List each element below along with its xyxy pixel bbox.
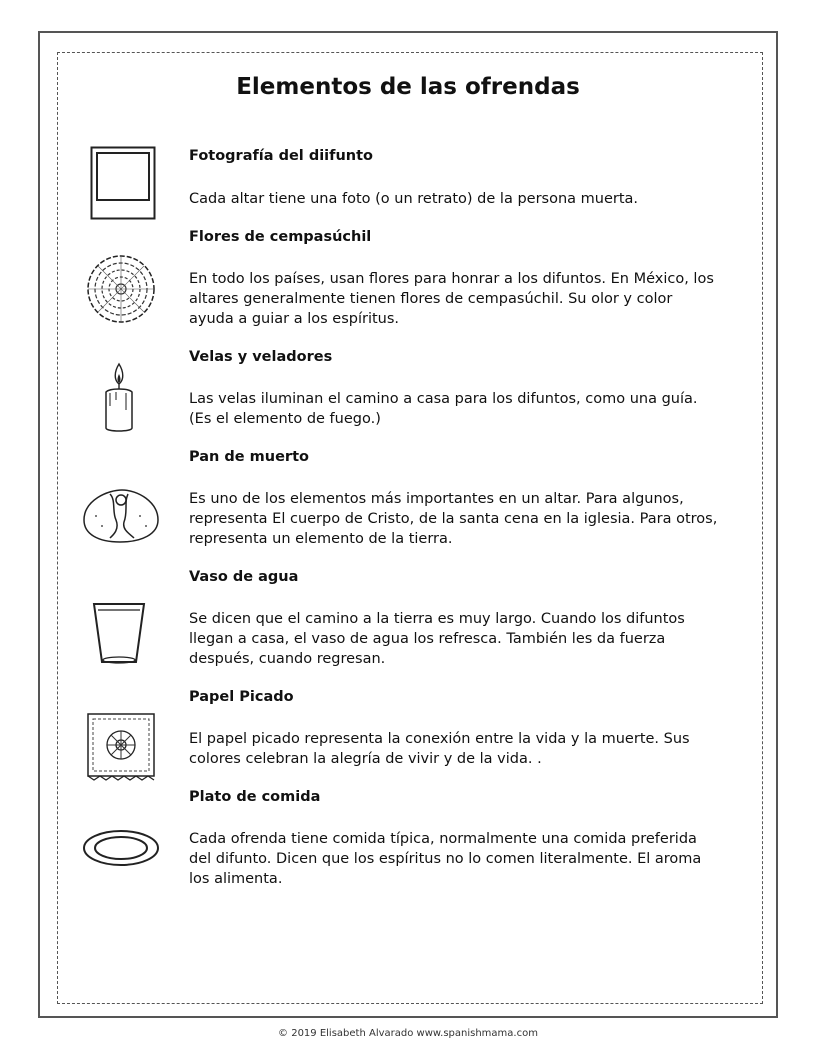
- candle-icon: [102, 362, 136, 438]
- item-heading-vaso: Vaso de agua: [189, 569, 299, 585]
- item-heading-velas: Velas y veladores: [189, 349, 333, 365]
- item-body-plato: Cada ofrenda tiene comida típica, normalmente una comida preferida del difunto. Dicen que los espíritus no lo comen literalmente. El aroma los alimenta.: [189, 831, 702, 887]
- papel-picado-icon: [86, 712, 156, 786]
- water-glass-icon: [92, 602, 146, 670]
- copyright-footer: © 2019 Elisabeth Alvarado www.spanishmama.com: [278, 1028, 538, 1039]
- item-body-pan: Es uno de los elementos más importantes en un altar. Para algunos, representa El cuerpo de Cristo, de la santa cena en la iglesia. Para otros, representa un elemento de la tierra.: [189, 491, 718, 547]
- page-title: Elementos de las ofrendas: [236, 74, 580, 100]
- item-body-fotografia: Cada altar tiene una foto (o un retrato) de la persona muerta.: [189, 191, 639, 207]
- item-body-flores: En todo los países, usan flores para honrar a los difuntos. En México, los altares generalmente tienen flores de cempasúchil. Su olor y color ayuda a guiar a los espíritus.: [189, 271, 714, 327]
- bread-icon: [80, 486, 160, 550]
- item-heading-papel: Papel Picado: [189, 689, 294, 705]
- item-heading-plato: Plato de comida: [189, 789, 321, 805]
- item-body-papel: El papel picado representa la conexión entre la vida y la muerte. Sus colores celebran la alegría de vivir y de la vida. .: [189, 731, 690, 767]
- photo-frame-icon: [90, 146, 156, 224]
- item-heading-fotografia: Fotografía del diifunto: [189, 148, 373, 164]
- plate-icon: [82, 828, 160, 872]
- item-body-vaso: Se dicen que el camino a la tierra es muy largo. Cuando los difuntos llegan a casa, el vaso de agua los refresca. También les da fuerza después, cuando regresan.: [189, 611, 685, 667]
- item-body-velas: Las velas iluminan el camino a casa para los difuntos, como una guía. (Es el elemento de fuego.): [189, 391, 698, 427]
- marigold-icon: [85, 253, 157, 329]
- item-heading-pan: Pan de muerto: [189, 449, 309, 465]
- item-heading-flores: Flores de cempasúchil: [189, 229, 372, 245]
